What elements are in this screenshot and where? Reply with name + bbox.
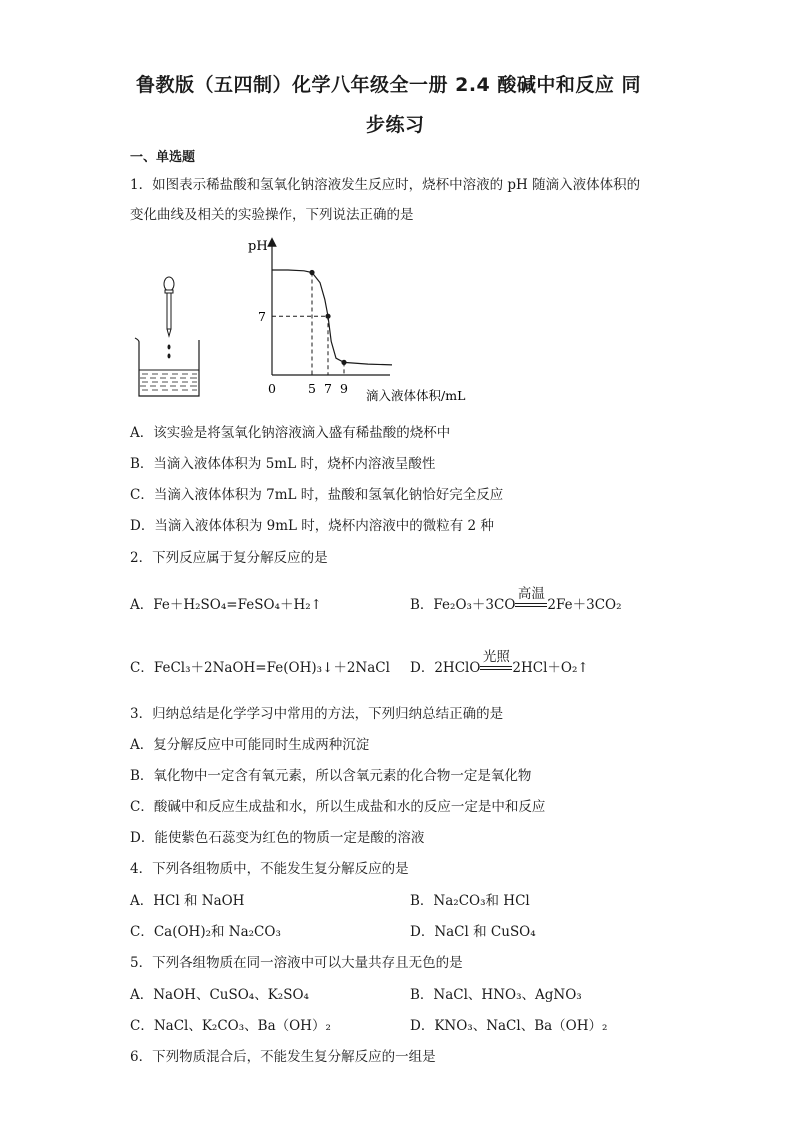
q3-option-a[interactable]: A．复分解反应中可能同时生成两种沉淀: [130, 737, 370, 753]
x-axis-label: 滴入液体体积/mL: [366, 388, 466, 403]
y-tick-label-7: 7: [258, 309, 266, 325]
q2-option-c-label: C．: [130, 660, 154, 676]
q1-option-b[interactable]: B．当滴入液体体积为 5mL 时，烧杯内溶液呈酸性: [130, 456, 436, 472]
q2-option-b-label: B．: [410, 597, 434, 613]
section-heading: 一、单选题: [130, 150, 196, 165]
y-axis-label: pH: [248, 239, 268, 254]
q4-option-d[interactable]: D．NaCl 和 CuSO₄: [410, 924, 536, 940]
q3-option-b[interactable]: B．氧化物中一定含有氧元素，所以含氧元素的化合物一定是氧化物: [130, 768, 532, 784]
q5-stem: 5．下列各组物质在同一溶液中可以大量共存且无色的是: [130, 955, 463, 971]
q4-option-a[interactable]: A．HCl 和 NaOH: [130, 893, 245, 909]
q6-stem: 6．下列物质混合后，不能发生复分解反应的一组是: [130, 1049, 436, 1065]
q1-stem-line2: 变化曲线及相关的实验操作，下列说法正确的是: [130, 207, 414, 223]
q5-option-d[interactable]: D．KNO₃、NaCl、Ba（OH）₂: [410, 1018, 608, 1034]
q2-option-d-label: D．: [410, 660, 435, 676]
q3-option-d[interactable]: D．能使紫色石蕊变为红色的物质一定是酸的溶液: [130, 830, 425, 846]
dropper-icon: [164, 277, 174, 336]
q1-stem-line1: 1．如图表示稀盐酸和氢氧化钠溶液发生反应时，烧杯中溶液的 pH 随滴入液体体积的: [130, 177, 641, 193]
q2-option-c-formula: FeCl₃＋2NaOH=Fe(OH)₃↓＋2NaCl: [153, 660, 390, 676]
q1-option-a[interactable]: A．该实验是将氢氧化钠溶液滴入盛有稀盐酸的烧杯中: [130, 425, 451, 441]
q1-option-c[interactable]: C．当滴入液体体积为 7mL 时，盐酸和氢氧化钠恰好完全反应: [130, 487, 504, 503]
q3-stem: 3．归纳总结是化学学习中常用的方法，下列归纳总结正确的是: [130, 706, 504, 722]
q2-option-d-left: 2HClO: [434, 660, 481, 676]
q5-option-b[interactable]: B．NaCl、HNO₃、AgNO₃: [410, 987, 582, 1003]
q2-option-b-right: 2Fe＋3CO₂: [547, 597, 622, 613]
q2-option-a-formula: Fe＋H₂SO₄=FeSO₄＋H₂↑: [153, 597, 322, 613]
q2-option-c[interactable]: [130, 656, 390, 676]
q2-option-d-condition-sign: [480, 648, 512, 674]
x-tick-label-5: 5: [308, 381, 316, 396]
q4-stem: 4．下列各组物质中，不能发生复分解反应的是: [130, 861, 409, 877]
q5-option-c[interactable]: C．NaCl、K₂CO₃、Ba（OH）₂: [130, 1018, 331, 1034]
q2-option-d-right: 2HCl＋O₂↑: [512, 660, 589, 676]
q2-option-b-condition-sign: [515, 585, 547, 611]
beaker-dropper-illustration: [130, 272, 200, 402]
drops-icon: [168, 345, 171, 359]
x-tick-label-9: 9: [340, 381, 348, 396]
q2-option-a[interactable]: [130, 593, 322, 613]
q5-option-a[interactable]: A．NaOH、CuSO₄、K₂SO₄: [130, 987, 309, 1003]
q4-option-c[interactable]: C．Ca(OH)₂和 Na₂CO₃: [130, 924, 281, 940]
q2-option-d-condition: 光照: [482, 648, 510, 665]
q2-stem: 2．下列反应属于复分解反应的是: [130, 550, 328, 566]
x-tick-label-7: 7: [324, 381, 332, 396]
q2-option-b-condition: 高温: [517, 585, 545, 602]
q2-option-a-label: A．: [130, 597, 154, 613]
q4-option-b[interactable]: B．Na₂CO₃和 HCl: [410, 893, 530, 909]
ph-chart: [240, 232, 490, 407]
page-title-line1: 鲁教版（五四制）化学八年级全一册 2.4 酸碱中和反应 同: [136, 74, 642, 96]
q2-option-d[interactable]: [410, 648, 589, 676]
q1-option-d[interactable]: D．当滴入液体体积为 9mL 时，烧杯内溶液中的微粒有 2 种: [130, 518, 494, 534]
page-title-line2: 步练习: [366, 114, 425, 136]
data-point-7: [325, 314, 330, 319]
q2-option-b[interactable]: [410, 585, 622, 613]
x-tick-label-0: 0: [268, 381, 276, 396]
q2-option-b-left: Fe₂O₃＋3CO: [433, 597, 516, 613]
beaker-icon: [135, 338, 199, 396]
ph-curve-line: [272, 270, 392, 365]
q3-option-c[interactable]: C．酸碱中和反应生成盐和水，所以生成盐和水的反应一定是中和反应: [130, 799, 546, 815]
